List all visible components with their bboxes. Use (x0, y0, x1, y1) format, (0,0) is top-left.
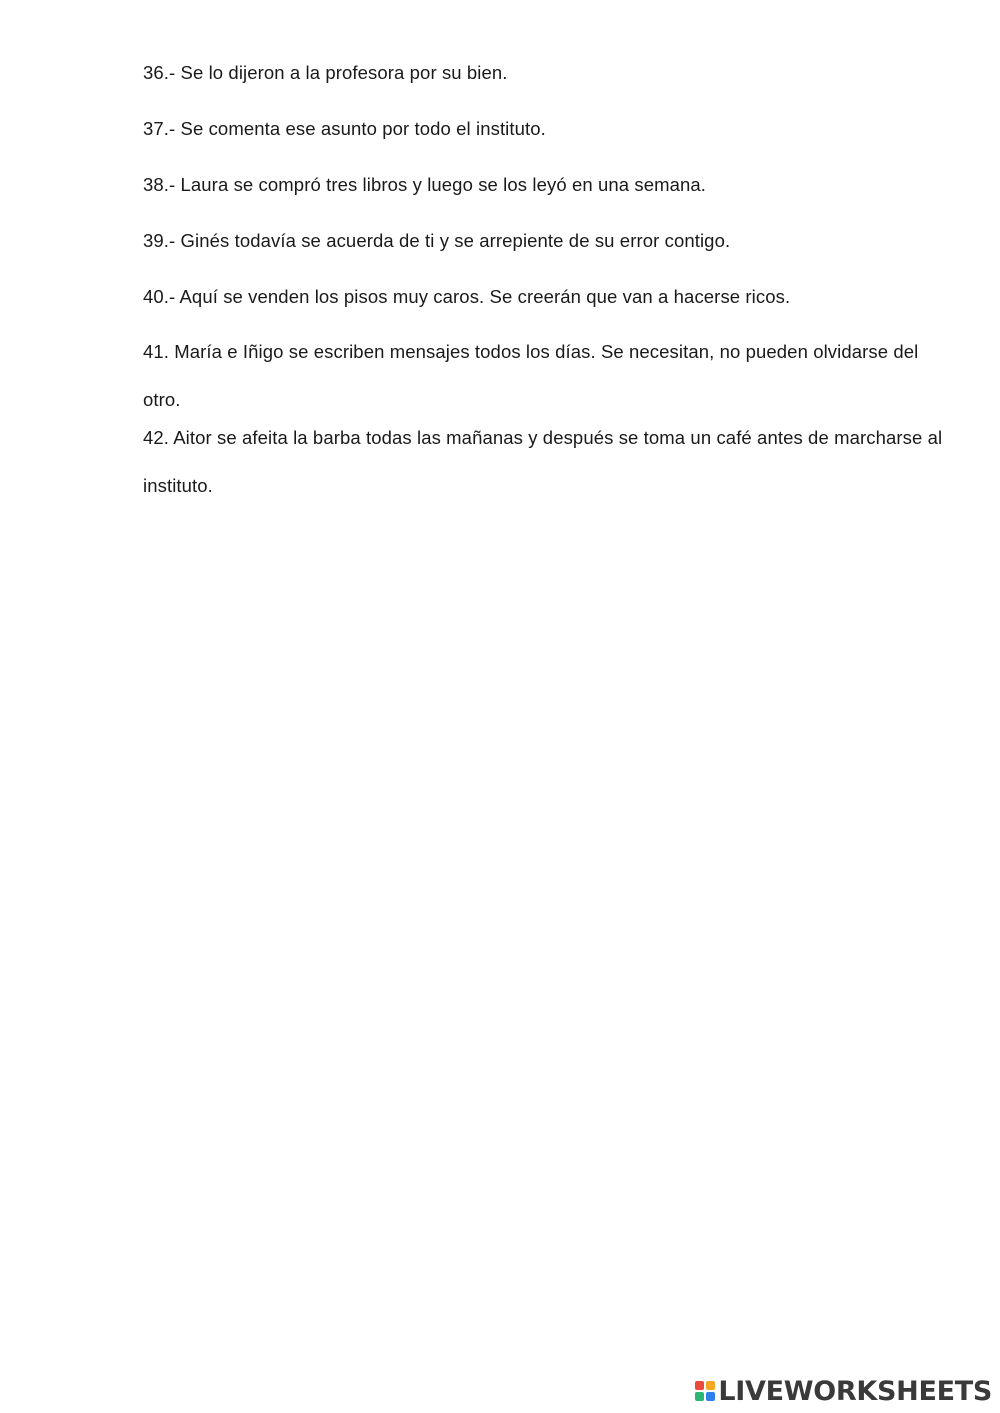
liveworksheets-logo[interactable] (695, 1373, 992, 1409)
sentence-36: 36.- Se lo dijeron a la profesora por su bien. (143, 62, 508, 83)
logo-mark-square (695, 1392, 704, 1401)
logo-mark-square (706, 1392, 715, 1401)
sentence-40: 40.- Aquí se venden los pisos muy caros. Se creerán que van a hacerse ricos. (143, 286, 791, 307)
logo-mark-square (706, 1381, 715, 1390)
logo-text: LIVEWORKSHEETS (718, 1375, 992, 1407)
sentence-37: 37.- Se comenta ese asunto por todo el instituto. (143, 118, 546, 139)
sentence-38: 38.- Laura se compró tres libros y luego se los leyó en una semana. (143, 174, 707, 195)
sentence-39: 39.- Ginés todavía se acuerda de ti y se arrepiente de su error contigo. (143, 230, 731, 251)
sentence-42: 42. Aitor se afeita la barba todas las mañanas y después se toma un café antes de marcharse al instituto. (143, 427, 943, 496)
sentence-41: 41. María e Iñigo se escriben mensajes todos los días. Se necesitan, no pueden olvidarse del otro. (143, 341, 919, 410)
logo-mark-square (695, 1381, 704, 1390)
exercise-sentences (143, 58, 943, 506)
liveworksheets-logo-icon (695, 1381, 715, 1401)
